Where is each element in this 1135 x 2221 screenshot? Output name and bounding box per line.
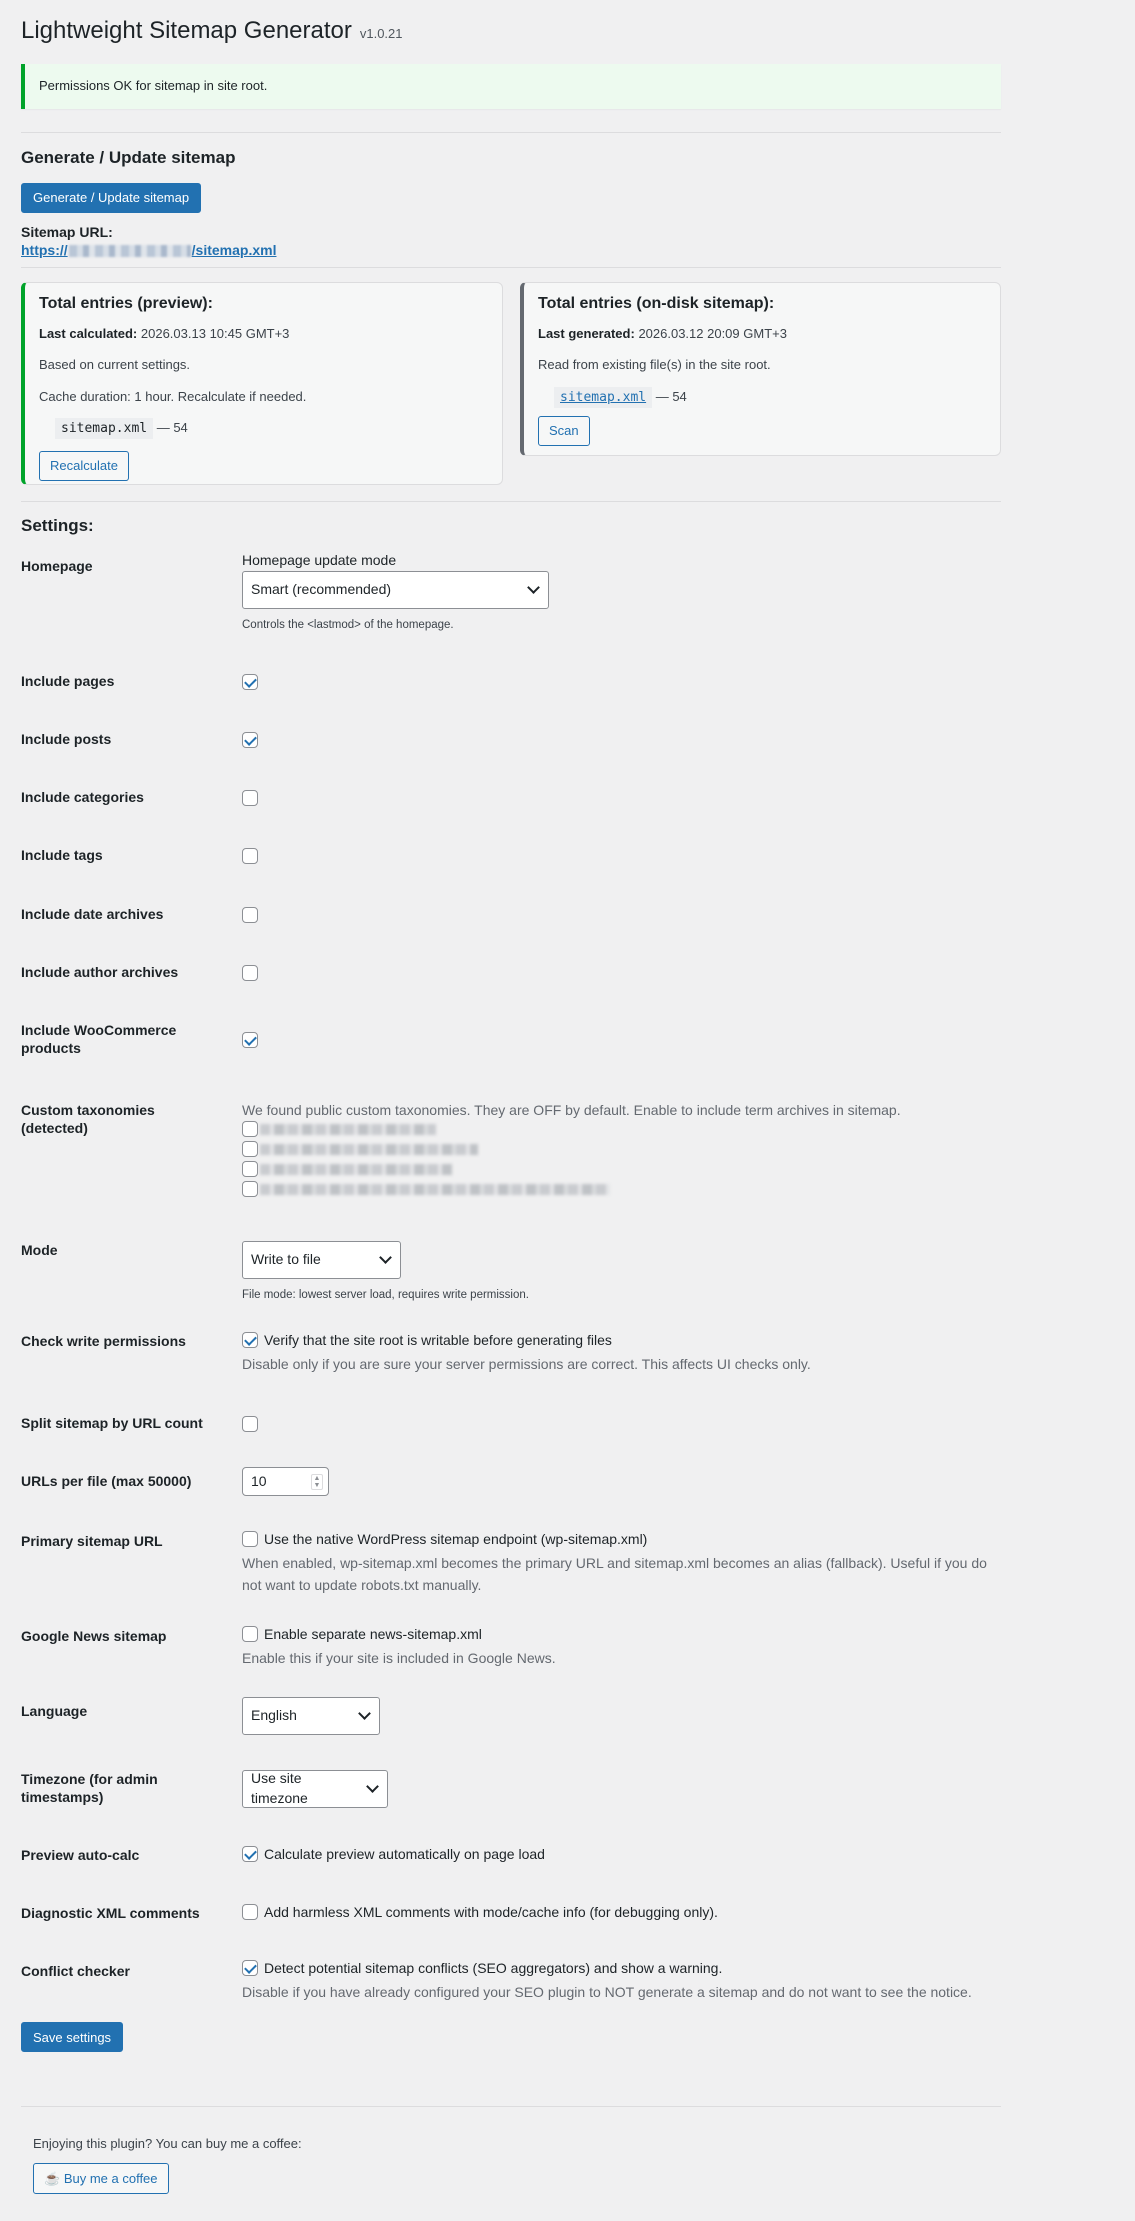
read-from-text: Read from existing file(s) in the site root. [538,357,771,373]
check-write-option: Verify that the site root is writable before generating files [264,1331,612,1348]
chevron-down-icon [527,581,540,594]
primary-url-checkbox[interactable] [242,1531,258,1547]
diagnostic-checkbox[interactable] [242,1904,258,1920]
last-generated-value: 2026.03.12 20:09 GMT+3 [638,326,787,342]
cache-duration-text: Cache duration: 1 hour. Recalculate if needed. [39,388,307,404]
redacted-taxonomy-name [260,1144,478,1155]
sitemap-url-link[interactable]: https:// /sitemap.xml [21,241,277,258]
diagnostic-option: Add harmless XML comments with mode/cache info (for debugging only). [264,1903,718,1920]
include-tags-checkbox[interactable] [242,848,258,864]
google-news-checkbox[interactable] [242,1626,258,1642]
urls-per-file-input[interactable] [242,1467,329,1496]
include-author-archives-label: Include author archives [21,964,179,980]
custom-taxonomies-description: We found public custom taxonomies. They are OFF by default. Enable to include term archives in sitemap. [242,1102,901,1118]
redacted-taxonomy-name [260,1184,610,1195]
chevron-down-icon [358,1707,371,1720]
include-author-archives-checkbox[interactable] [242,965,258,981]
taxonomy-checkbox[interactable] [242,1181,258,1197]
disk-file-link[interactable]: sitemap.xml [554,387,652,408]
homepage-mode-value: Smart (recommended) [251,580,392,597]
timezone-select[interactable] [242,1770,388,1808]
redacted-taxonomy-name [260,1164,452,1175]
language-select[interactable] [242,1697,380,1735]
timezone-label: Timezone (for admin timestamps) [21,1771,158,1805]
conflict-checkbox[interactable] [242,1960,258,1976]
primary-url-label: Primary sitemap URL [21,1533,163,1549]
plugin-page [21,0,1021,2186]
divider [21,267,1001,268]
google-news-description: Enable this if your site is included in Google News. [242,1650,556,1667]
based-on-text: Based on current settings. [39,357,191,373]
version-label: v1.0.21 [359,26,403,41]
divider [21,501,1001,502]
save-row [21,2022,1021,2052]
stats-cards [21,282,1021,485]
last-generated-label: Last generated: [538,326,635,342]
conflict-label: Conflict checker [21,1963,130,1979]
preview-autocalc-option: Calculate preview automatically on page load [264,1845,545,1862]
taxonomy-checkbox[interactable] [242,1161,258,1177]
homepage-mode-label: Homepage update mode [242,552,397,568]
preview-card [21,282,503,485]
urls-per-file-value: 10 [251,1472,267,1489]
mode-value: Write to file [251,1251,321,1268]
mode-label: Mode [21,1242,58,1258]
scan-button[interactable]: Scan [538,416,590,446]
primary-url-description: When enabled, wp-sitemap.xml becomes the primary URL and sitemap.xml becomes an alias (fallback). Useful if you do not want to update robots.txt manually. [242,1555,987,1593]
language-label: Language [21,1703,88,1719]
recalculate-button[interactable]: Recalculate [39,451,129,481]
split-label: Split sitemap by URL count [21,1415,203,1431]
include-tags-label: Include tags [21,847,103,863]
chevron-down-icon [379,1251,392,1264]
homepage-help: Controls the <lastmod> of the homepage. [242,618,454,631]
permissions-notice [21,64,1001,109]
disk-card [520,282,1001,456]
preview-autocalc-label: Preview auto-calc [21,1847,140,1863]
mode-select[interactable] [242,1241,401,1279]
last-calculated-value: 2026.03.13 10:45 GMT+3 [140,326,290,342]
check-write-checkbox[interactable] [242,1332,258,1348]
preview-file-name: sitemap.xml [55,418,153,439]
spinner-arrows-icon[interactable]: ▲ ▼ [311,1474,323,1490]
mode-help: File mode: lowest server load, requires write permission. [242,1289,529,1301]
urls-per-file-label: URLs per file (max 50000) [21,1473,192,1489]
preview-count: — 54 [156,419,188,435]
include-woocommerce-label: Include WooCommerce products [21,1022,177,1056]
include-pages-label: Include pages [21,673,115,689]
taxonomy-option [242,1159,1022,1179]
include-woocommerce-checkbox[interactable] [242,1032,258,1048]
split-checkbox[interactable] [242,1416,258,1432]
divider [21,132,1001,133]
conflict-option: Detect potential sitemap conflicts (SEO aggregators) and show a warning. [264,1959,723,1976]
homepage-label: Homepage [21,558,93,574]
include-posts-checkbox[interactable] [242,732,258,748]
conflict-description: Disable if you have already configured your SEO plugin to NOT generate a sitemap and do not want to see the notice. [242,1984,972,2001]
custom-taxonomies-label: Custom taxonomies (detected) [21,1102,155,1136]
coffee-text: Enjoying this plugin? You can buy me a coffee: [33,2136,302,2151]
page-title: Lightweight Sitemap Generator [21,17,352,44]
homepage-mode-select[interactable] [242,571,549,609]
include-date-archives-label: Include date archives [21,906,164,922]
taxonomy-checkbox[interactable] [242,1121,258,1137]
sitemap-url-label: Sitemap URL: [21,223,113,240]
taxonomy-checkbox[interactable] [242,1141,258,1157]
include-categories-checkbox[interactable] [242,790,258,806]
page-header [21,14,1021,52]
include-pages-checkbox[interactable] [242,674,258,690]
primary-url-option: Use the native WordPress sitemap endpoint (wp-sitemap.xml) [264,1530,648,1547]
timezone-value: Use site timezone [251,1770,308,1806]
taxonomy-option [242,1139,1022,1159]
generate-button[interactable]: Generate / Update sitemap [21,183,201,213]
buy-coffee-button[interactable] [33,2163,169,2194]
taxonomy-option [242,1179,1022,1199]
include-date-archives-checkbox[interactable] [242,907,258,923]
redacted-domain [69,245,191,257]
save-settings-button[interactable]: Save settings [21,2022,123,2052]
check-write-description: Disable only if you are sure your server permissions are correct. This affects UI checks only. [242,1356,811,1373]
disk-count: — 54 [655,388,687,404]
google-news-option: Enable separate news-sitemap.xml [264,1625,482,1642]
include-categories-label: Include categories [21,789,144,805]
disk-card-title: Total entries (on-disk sitemap): [538,294,775,312]
coffee-icon: ☕ [44,2170,61,2186]
chevron-down-icon [366,1780,379,1793]
check-write-label: Check write permissions [21,1333,186,1349]
redacted-taxonomy-name [260,1124,436,1135]
include-posts-label: Include posts [21,731,112,747]
settings-title: Settings: [21,515,94,535]
google-news-label: Google News sitemap [21,1628,167,1644]
preview-autocalc-checkbox[interactable] [242,1846,258,1862]
language-value: English [251,1707,297,1724]
generate-heading: Generate / Update sitemap [21,148,236,167]
sitemap-url-block [21,223,1021,259]
notice-text: Permissions OK for sitemap in site root. [39,78,268,94]
preview-card-title: Total entries (preview): [39,294,213,312]
taxonomy-option [242,1119,1022,1139]
diagnostic-label: Diagnostic XML comments [21,1905,200,1921]
last-calculated-label: Last calculated: [39,326,138,342]
divider [21,2106,1001,2107]
buy-coffee-label: Buy me a coffee [63,2171,158,2186]
